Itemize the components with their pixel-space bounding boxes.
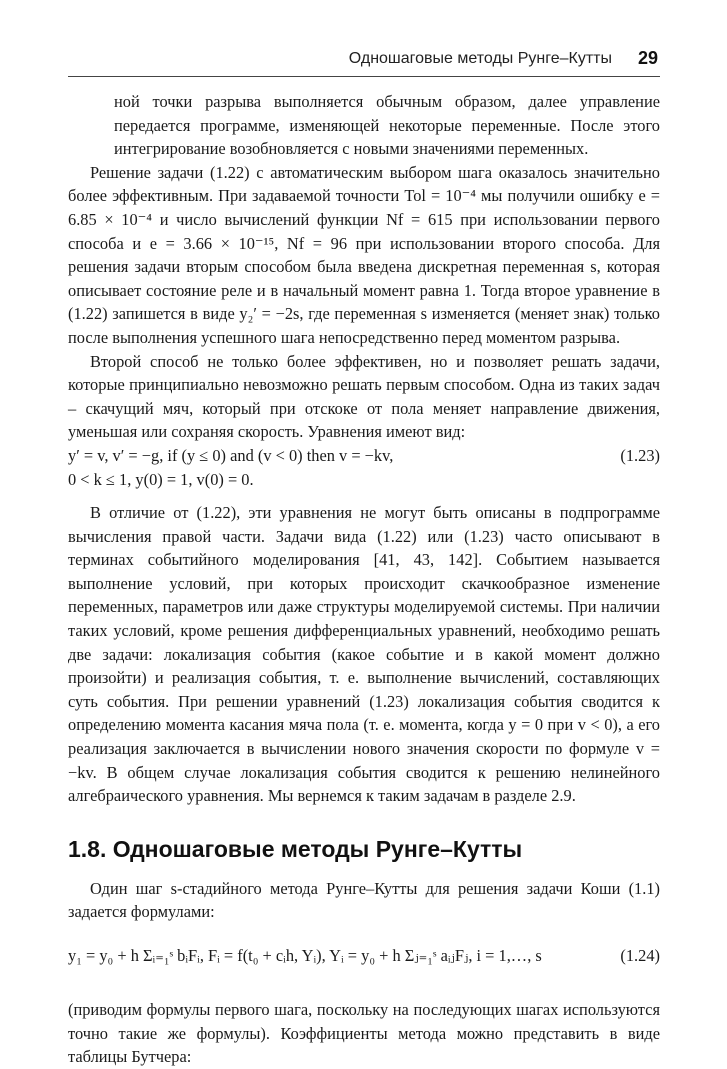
running-title: Одношаговые методы Рунге–Кутты — [348, 50, 612, 67]
equation-number: (1.23) — [620, 445, 660, 465]
section-title: Одношаговые методы Рунге–Кутты — [112, 835, 523, 862]
paragraph-butcher: (приводим формулы первого шага, поскольку на последующих шагах используются точно такие же формулы). Коэффициенты метода можно представить в виде таблицы Бутчера: — [68, 1000, 660, 1067]
page-body — [68, 90, 660, 1069]
page-number: 29 — [637, 48, 658, 68]
section-number: 1.8. — [68, 835, 107, 862]
section-heading — [68, 836, 660, 863]
paragraph-solution: Решение задачи (1.22) с автоматическим выбором шага оказалось значительно более эффективным. При задаваемой точности Tol = 10⁻⁴ мы получили ошибку e = 6.85 × 10⁻⁴ и число вычислений функции Nf = 615 при использовании первого способа и e = 3.66 × 10⁻¹⁵, Nf = 96 при использовании второго способа. Для решения задачи вторым способом была введена дискретная переменная s, которая описывает состояние реле и в начальный момент равна 1. Тогда второе уравнение в (1.22) запишется в виде y₂′ = −2s, где переменная s изменяется (меняет знак) только после выполнения успешного шага непосредственно перед моментом разрыва. — [68, 162, 660, 347]
equation-1-24 — [68, 936, 660, 988]
equation-number: (1.24) — [620, 946, 660, 965]
paragraph-second-method: Второй способ не только более эффективен, но и позволяет решать задачи, которые принципиально невозможно решать первым способом. Одна из таких задач – скачущий мяч, который при отскоке от пола меняет направление движения, уменьшая или сохраняя скорость. Уравнения имеют вид: — [68, 351, 660, 442]
equation-1-23-line2 — [68, 468, 660, 492]
equation-text: y′ = v, v′ = −g, if (y ≤ 0) and (v < 0) then v = −kv, — [68, 445, 394, 465]
equation-formula: y₁ = y₀ + h Σᵢ₌₁ˢ bᵢFᵢ, Fᵢ = f(t₀ + cᵢh, Yᵢ), Yᵢ = y₀ + h Σⱼ₌₁ˢ aᵢⱼFⱼ, i = 1,…, s — [68, 946, 542, 965]
equation-text: 0 < k ≤ 1, y(0) = 1, v(0) = 0. — [68, 469, 254, 489]
paragraph-rk-intro: Один шаг s-стадийного метода Рунге–Кутты для решения задачи Коши (1.1) задается формулами: — [68, 878, 660, 922]
paragraph-continuation: ной точки разрыва выполняется обычным образом, далее управление передается программе, изменяющей некоторые переменные. После этого интегрирование возобновляется с новыми значениями переменных. — [114, 92, 660, 159]
page-header — [68, 40, 660, 77]
paragraph-events: В отличие от (1.22), эти уравнения не могут быть описаны в подпрограмме вычисления правой части. Задачи вида (1.22) или (1.23) часто описывают в терминах событийного моделирования [41, 43, 142]. Событием называется выполнение условий, при которых происходит скачкообразное изменение переменных, параметров или даже структуры моделируемой системы. При наличии таких условий, кроме решения дифференциальных уравнений, необходимо решать две задачи: локализация события (какое событие и в какой момент должно произойти) и реализация события, т. е. выполнение вычислений, составляющих суть события. При решении уравнений (1.23) локализация события сводится к определению момента касания мяча пола (т. е. момента, когда y = 0 при v < 0), а его реализация заключается в вычислении нового значения скорости по формуле v = −kv. В общем случае локализация события сводится к решению нелинейного алгебраического уравнения. Мы вернемся к таким задачам в разделе 2.9. — [68, 503, 660, 806]
equation-1-23-line1 — [68, 444, 660, 468]
